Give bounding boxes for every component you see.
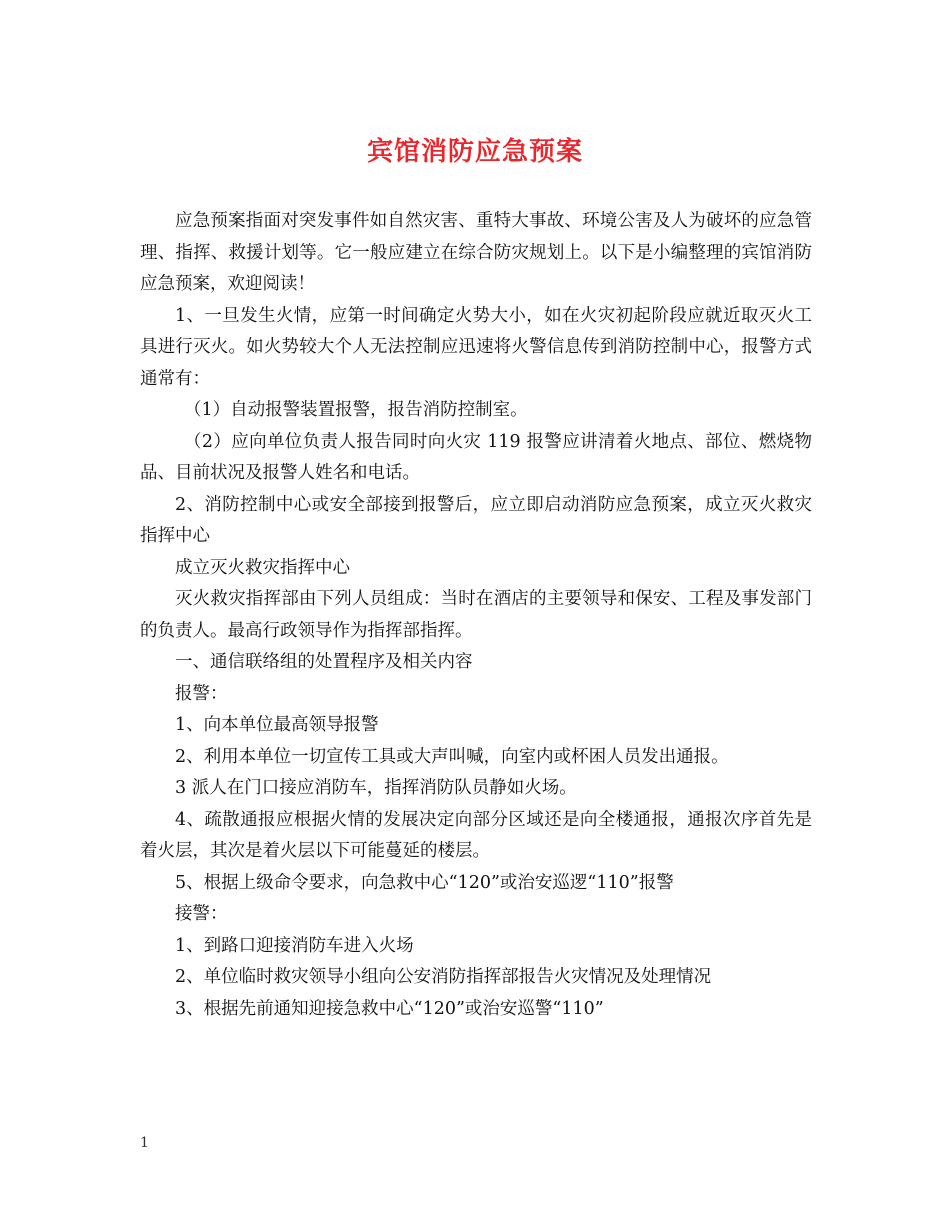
paragraph-command-members: 灭火救灾指挥部由下列人员组成：当时在酒店的主要领导和保安、工程及事发部门的负责人。最高行政领导作为指挥部指挥。 [140,589,812,641]
list-item: 1、到路口迎接消防车进入火场 [175,935,414,956]
paragraph-sub-2: （2）应向单位负责人报告同时向火灾 119 报警应讲清着火地点、部位、燃烧物品、目前状况及报警人姓名和电话。 [140,431,812,483]
subheading-receive-alarm: 接警： [175,904,228,924]
subheading-alarm: 报警： [175,683,228,704]
page-number: 1 [140,1135,149,1151]
list-item: 3、根据先前通知迎接急救中心“120”或治安巡警“110” [175,998,604,1019]
list-item: 4、疏散通报应根据火情的发展决定向部分区域还是向全楼通报，通报次序首先是着火层，其次是着火层以下可能蔓延的楼层。 [140,809,812,861]
paragraph-command-center: 成立灭火救灾指挥中心 [175,557,350,578]
document-body [140,206,812,1025]
list-item: 3 派人在门口接应消防车，指挥消防队员静如火场。 [175,778,577,798]
document-title: 宾馆消防应急预案 [366,137,583,167]
paragraph-step-1: 1、一旦发生火情，应第一时间确定火势大小，如在火灾初起阶段应就近取灭火工具进行灭火。如火势较大个人无法控制应迅速将火警信息传到消防控制中心，报警方式通常有： [140,305,812,389]
paragraph-intro: 应急预案指面对突发事件如自然灾害、重特大事故、环境公害及人为破坏的应急管理、指挥、救援计划等。它一般应建立在综合防灾规划上。以下是小编整理的宾馆消防应急预案，欢迎阅读！ [140,211,812,294]
section-heading-communications: 一、通信联络组的处置程序及相关内容 [175,652,473,672]
paragraph-sub-1: （1）自动报警装置报警，报告消防控制室。 [184,400,528,420]
list-item: 2、单位临时救灾领导小组向公安消防指挥部报告火灾情况及处理情况 [175,967,712,987]
list-item: 2、利用本单位一切宣传工具或大声叫喊，向室内或杯困人员发出通报。 [175,746,729,767]
list-item: 1、向本单位最高领导报警 [175,715,379,735]
list-item: 5、根据上级命令要求，向急救中心“120”或治安巡逻“110”报警 [175,872,674,893]
paragraph-step-2: 2、消防控制中心或安全部接到报警后，应立即启动消防应急预案，成立灭火救灾指挥中心 [140,494,812,546]
